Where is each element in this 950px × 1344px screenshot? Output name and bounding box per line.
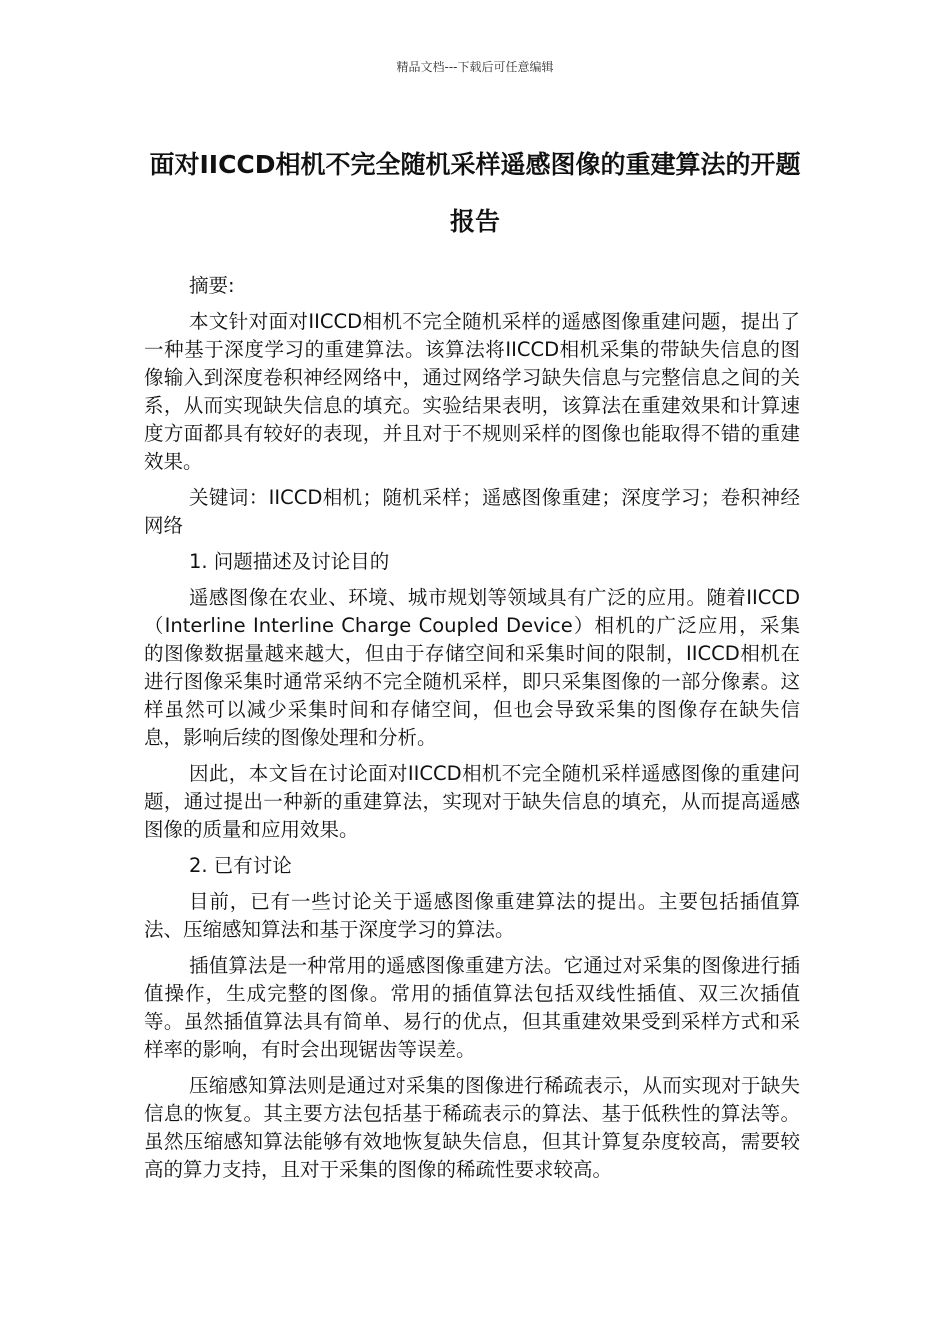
section1-paragraph-2: 因此，本文旨在讨论面对IICCD相机不完全随机采样遥感图像的重建问题，通过提出一种新的重建算法，实现对于缺失信息的填充，从而提高遥感图像的质量和应用效果。 — [144, 762, 800, 841]
keywords-paragraph: 关键词：IICCD相机；随机采样；遥感图像重建；深度学习；卷积神经网络 — [144, 486, 800, 537]
section1-paragraph-1: 遥感图像在农业、环境、城市规划等领域具有广泛的应用。随着IICCD（Interline Interline Charge Coupled Device）相机的广泛应用，采集的图像数据量越来越大，但由于存储空间和采集时间的限制，IICCD相机在进行图像采集时通常采纳不完全随机采样，即只采集图像的一部分像素。这样虽然可以减少采集时间和存储空间，但也会导致采集的图像存在缺失信息，影响后续的图像处理和分析。 — [144, 586, 800, 749]
document-title: 面对IICCD相机不完全随机采样遥感图像的重建算法的开题报告 — [149, 150, 801, 236]
header-note: 精品文档---下载后可任意编辑 — [396, 60, 554, 74]
section2-paragraph-3: 压缩感知算法则是通过对采集的图像进行稀疏表示，从而实现对于缺失信息的恢复。其主要方法包括基于稀疏表示的算法、基于低秩性的算法等。虽然压缩感知算法能够有效地恢复缺失信息，但其计算复杂度较高，需要较高的算力支持，且对于采集的图像的稀疏性要求较高。 — [144, 1074, 800, 1181]
section-heading-2: 2. 已有讨论 — [189, 854, 292, 877]
section2-paragraph-1: 目前，已有一些讨论关于遥感图像重建算法的提出。主要包括插值算法、压缩感知算法和基于深度学习的算法。 — [144, 890, 800, 941]
abstract-paragraph: 本文针对面对IICCD相机不完全随机采样的遥感图像重建问题，提出了一种基于深度学习的重建算法。该算法将IICCD相机采集的带缺失信息的图像输入到深度卷积神经网络中，通过网络学习缺失信息与完整信息之间的关系，从而实现缺失信息的填充。实验结果表明，该算法在重建效果和计算速度方面都具有较好的表现，并且对于不规则采样的图像也能取得不错的重建效果。 — [144, 310, 800, 473]
section2-paragraph-2: 插值算法是一种常用的遥感图像重建方法。它通过对采集的图像进行插值操作，生成完整的图像。常用的插值算法包括双线性插值、双三次插值等。虽然插值算法具有简单、易行的优点，但其重建效果受到采样方式和采样率的影响，有时会出现锯齿等误差。 — [144, 954, 800, 1061]
abstract-label: 摘要: — [189, 274, 235, 297]
section-heading-1: 1. 问题描述及讨论目的 — [189, 550, 390, 573]
document-body — [144, 272, 800, 1192]
